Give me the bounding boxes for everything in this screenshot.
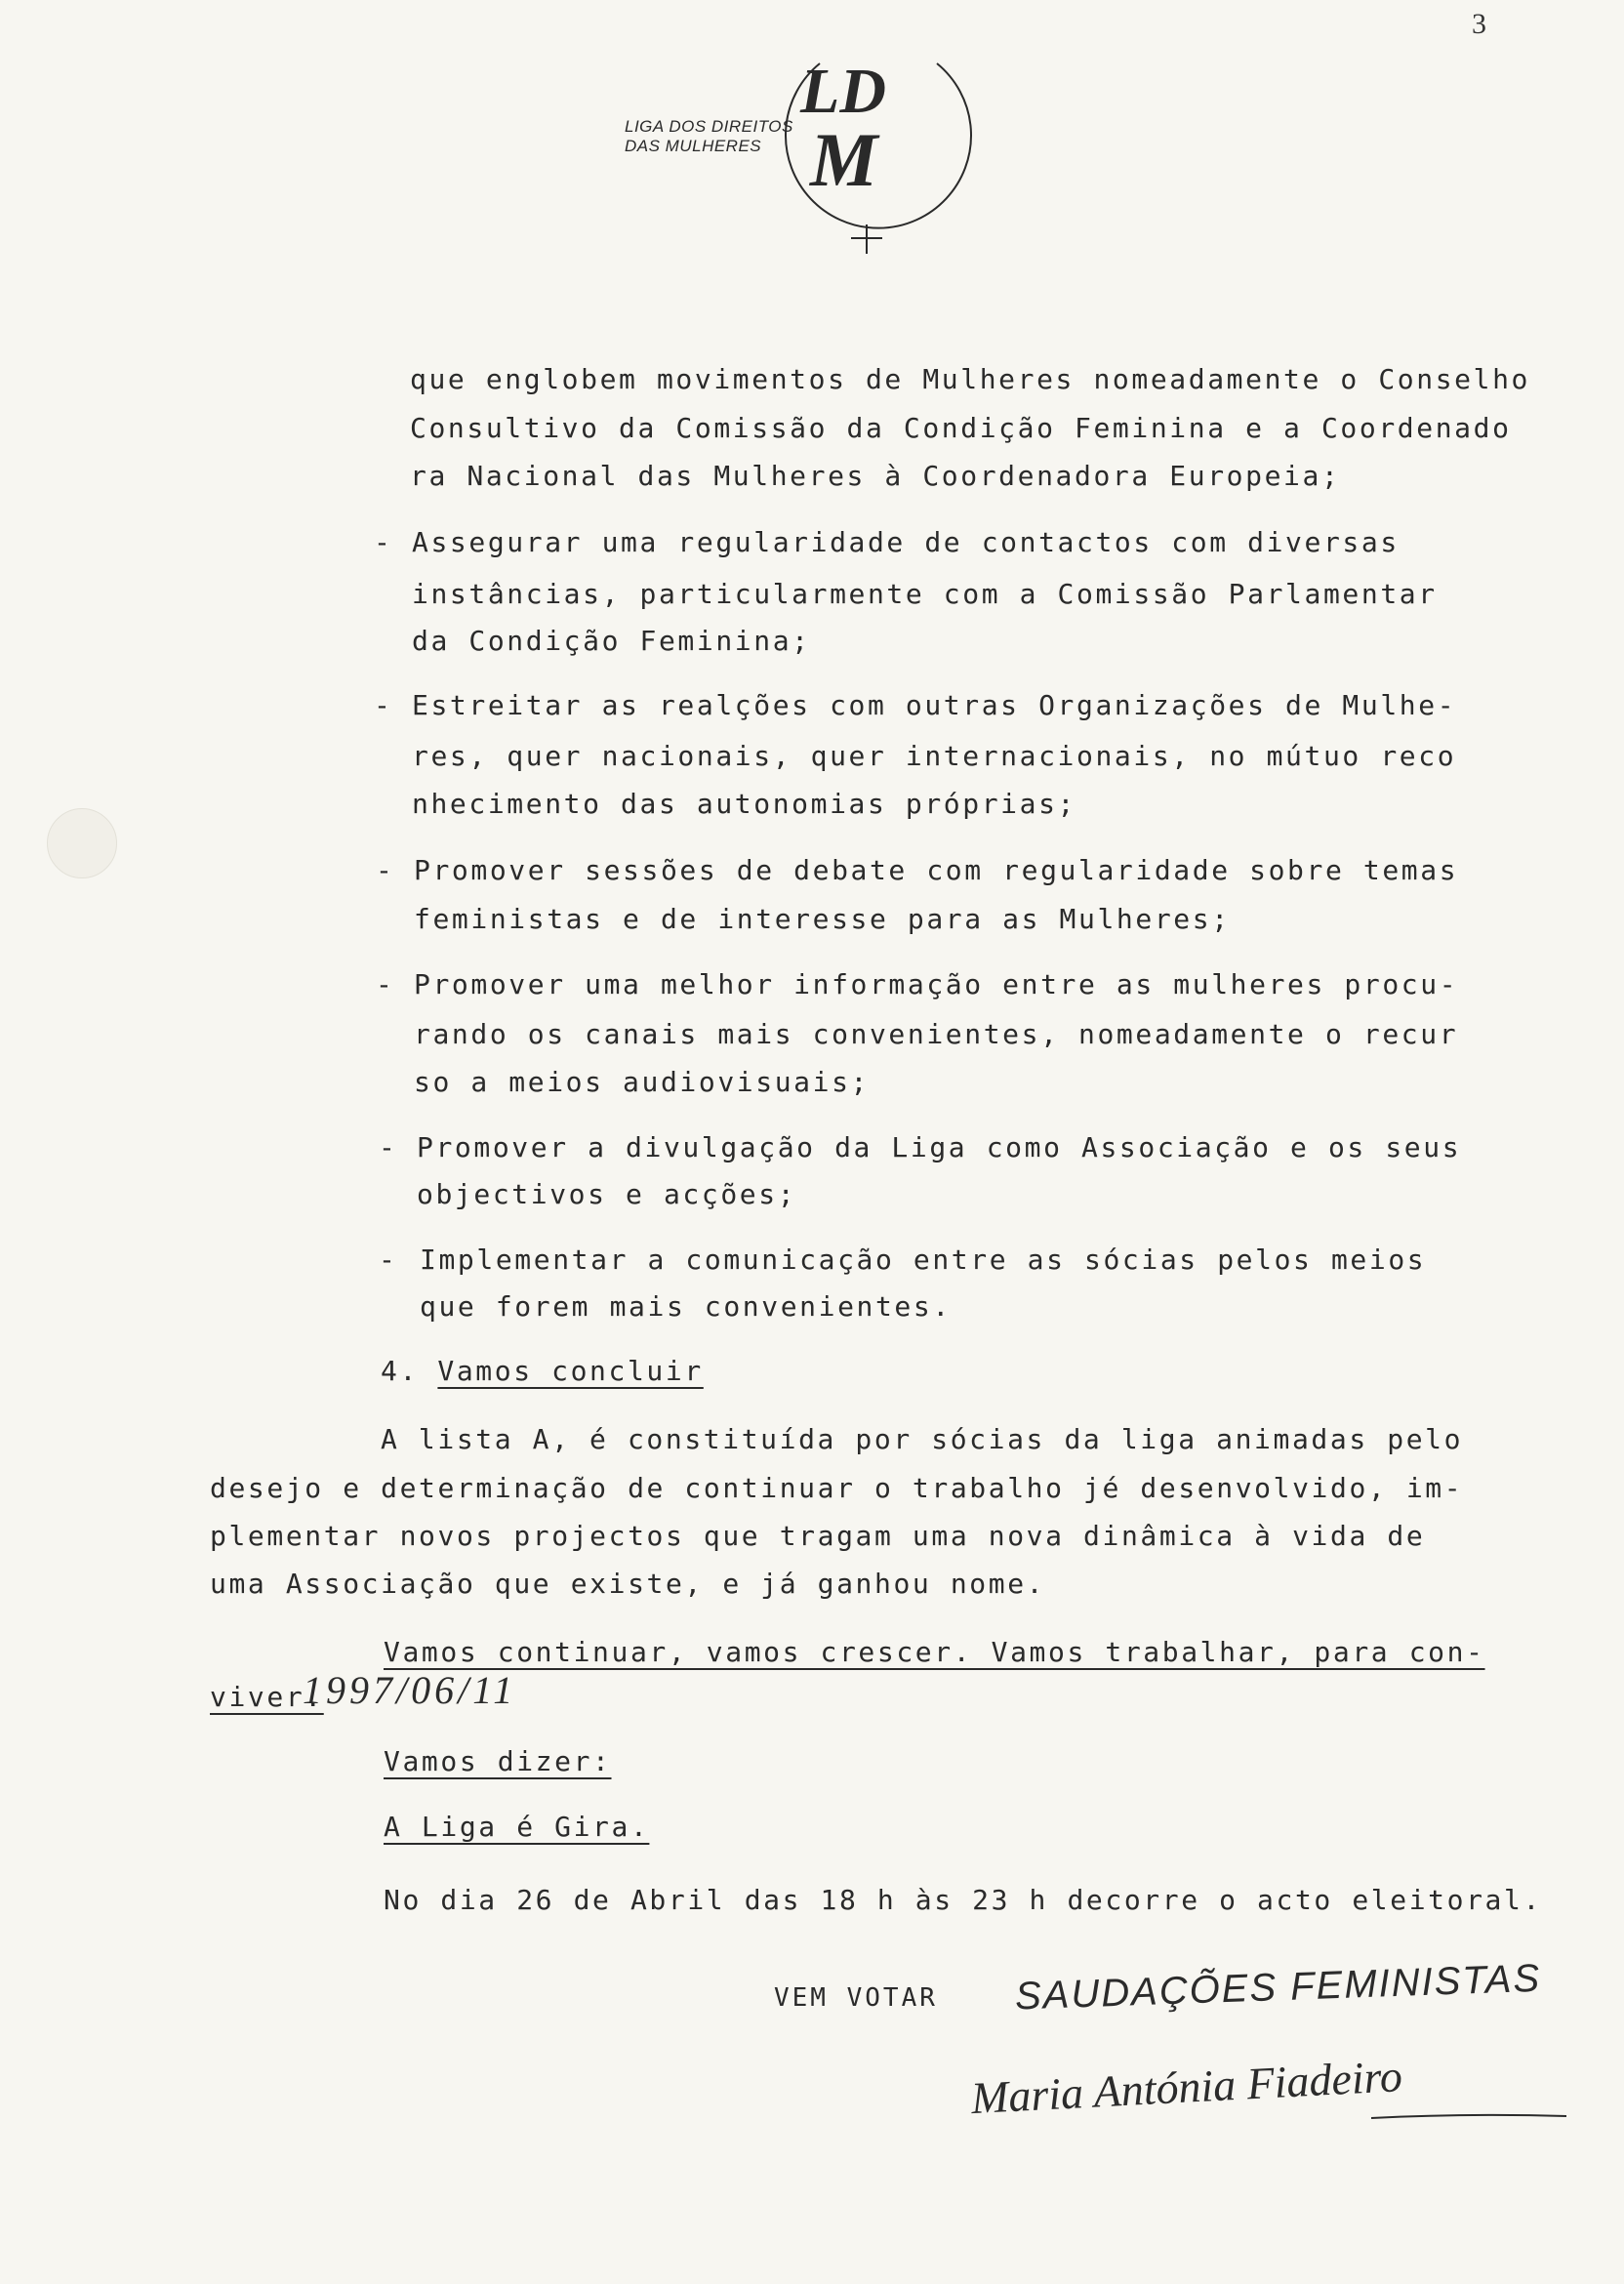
section-title: Vamos concluir [437, 1355, 704, 1387]
bullet-line: que forem mais convenientes. [420, 1290, 952, 1323]
bullet-line: Promover uma melhor informação entre as mulheres procu- [414, 968, 1459, 1000]
bullet-line: so a meios audiovisuais; [414, 1066, 870, 1098]
archive-reference [293, 1650, 644, 1737]
handwritten-signature: Maria Antónia Fiadeiro [969, 2051, 1403, 2124]
body-line-2: Consultivo da Comissão da Condição Feminina e a Coordenado [410, 412, 1512, 444]
bullet-line: Assegurar uma regularidade de contactos com diversas [412, 526, 1400, 558]
punch-hole-mark [47, 808, 117, 878]
bullet-dash: - [374, 526, 390, 558]
archive-reference-text: 1997/06/11 [303, 1668, 517, 1712]
bullet-dash: - [374, 689, 390, 721]
page-number: 3 [1472, 8, 1486, 40]
organization-name-line-2: DAS MULHERES [625, 137, 762, 155]
section-heading [381, 1355, 704, 1388]
bullet-line: objectivos e acções; [417, 1178, 797, 1210]
bullet-line: feministas e de interesse para as Mulheres; [414, 903, 1231, 935]
bullet-dash: - [376, 968, 392, 1000]
vote-call: VEM VOTAR [774, 1983, 938, 2013]
bullet-dash: - [376, 854, 392, 886]
bullet-line: res, quer nacionais, quer internacionais, no mútuo reco [412, 740, 1457, 772]
bullet-dash: - [379, 1244, 395, 1276]
monogram-top: LD [800, 56, 886, 127]
bullet-line: nhecimento das autonomias próprias; [412, 788, 1077, 820]
bullet-line: Estreitar as realções com outras Organizações de Mulhe- [412, 689, 1457, 721]
section-number: 4. [381, 1355, 419, 1387]
conclusion-line: A lista A, é constituída por sócias da liga animadas pelo [381, 1423, 1464, 1455]
monogram-bottom: M [810, 117, 878, 202]
handwritten-greeting-and-signature [961, 1942, 1605, 2167]
organization-name-line-1: LIGA DOS DIREITOS [625, 117, 793, 136]
say-label: Vamos dizer: [384, 1745, 612, 1777]
conclusion-line: plementar novos projectos que tragam uma nova dinâmica à vida de [210, 1520, 1426, 1552]
body-line-1: que englobem movimentos de Mulheres nomeadamente o Conselho [410, 363, 1530, 395]
bullet-line: instâncias, particularmente com a Comissão Parlamentar [412, 578, 1438, 610]
bullet-line: Promover a divulgação da Liga como Associação e os seus [417, 1131, 1462, 1163]
election-notice: No dia 26 de Abril das 18 h às 23 h decorre o acto eleitoral. [384, 1884, 1542, 1916]
slogan-line-1: Vamos continuar, vamos crescer. Vamos trabalhar, para con- [384, 1636, 1485, 1668]
bullet-line: Promover sessões de debate com regularidade sobre temas [414, 854, 1459, 886]
motto [384, 1811, 649, 1844]
bullet-line: rando os canais mais convenientes, nomeadamente o recur [414, 1018, 1459, 1050]
conclusion-line: uma Associação que existe, e já ganhou nome. [210, 1568, 1046, 1600]
ldm-logo [761, 24, 976, 259]
bullet-dash: - [379, 1131, 395, 1163]
motto-text: A Liga é Gira. [384, 1811, 650, 1843]
handwritten-greeting: SAUDAÇÕES FEMINISTAS [1014, 1956, 1542, 2019]
conclusion-line: desejo e determinação de continuar o trabalho jé desenvolvido, im- [210, 1472, 1464, 1504]
bullet-line: da Condição Feminina; [412, 625, 811, 657]
body-line-3: ra Nacional das Mulheres à Coordenadora Europeia; [410, 460, 1341, 492]
slogan-line-2: viver. [210, 1681, 324, 1713]
bullet-line: Implementar a comunicação entre as sócias pelos meios [420, 1244, 1427, 1276]
